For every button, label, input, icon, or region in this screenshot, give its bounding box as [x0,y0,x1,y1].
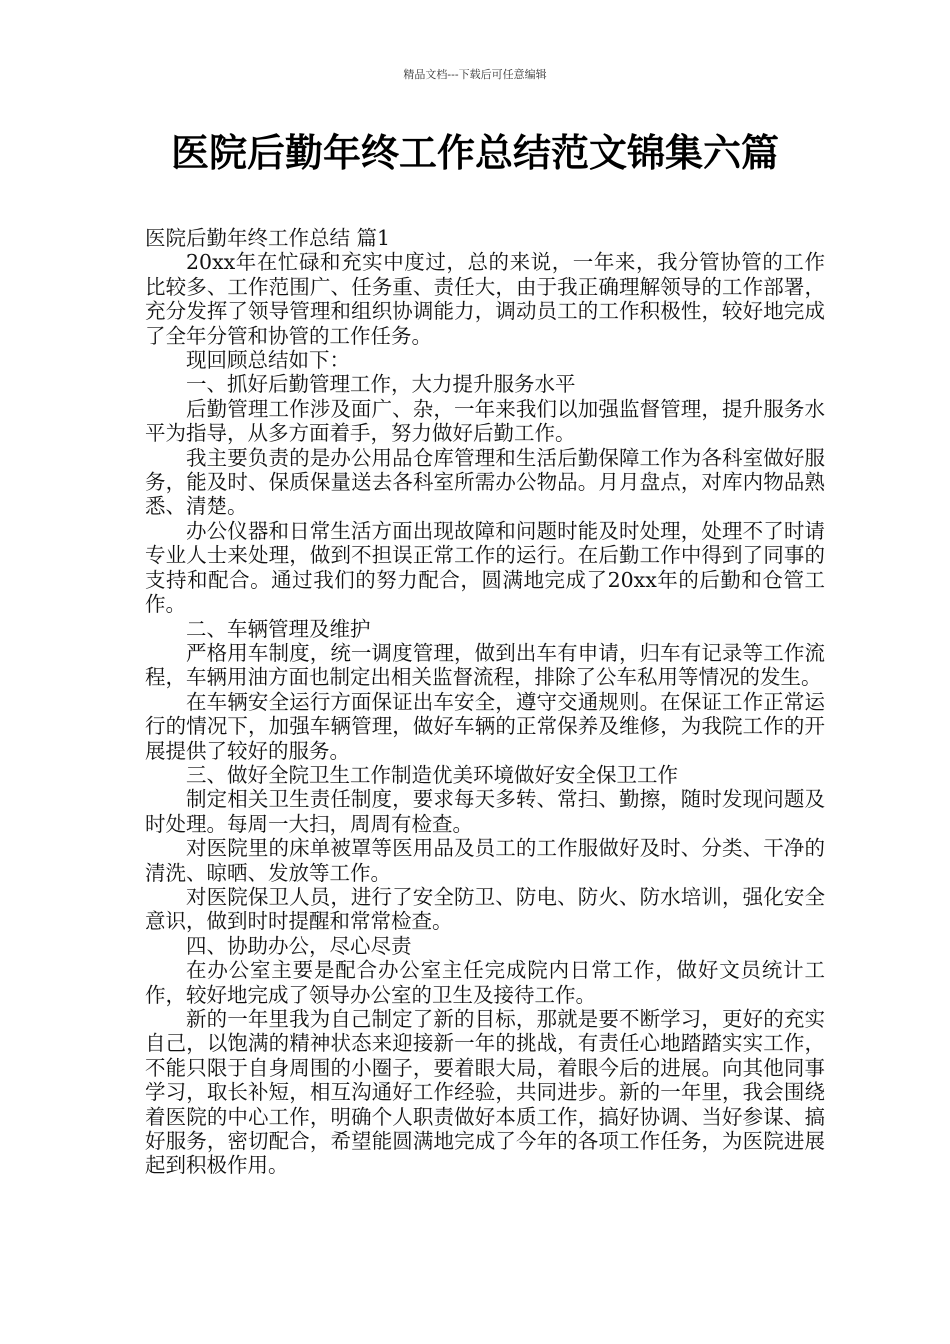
paragraph: 后勤管理工作涉及面广、杂，一年来我们以加强监督管理，提升服务水平为指导，从多方面着手，努力做好后勤工作。 [145,396,825,446]
paragraph: 对医院里的床单被罩等医用品及员工的工作服做好及时、分类、干净的清洗、晾晒、发放等工作。 [145,836,825,885]
heading-3: 三、做好全院卫生工作制造优美环境做好安全保卫工作 [186,762,678,787]
heading-1: 一、抓好后勤管理工作，大力提升服务水平 [186,372,576,397]
header-note: 精品文档---下载后可任意编辑 [403,68,547,81]
paragraph: 我主要负责的是办公用品仓库管理和生活后勤保障工作为各科室做好服务，能及时、保质保量送去各科室所需办公物品。月月盘点，对库内物品熟悉、清楚。 [145,445,825,519]
paragraph: 在办公室主要是配合办公室主任完成院内日常工作，做好文员统计工作，较好地完成了领导办公室的卫生及接待工作。 [145,958,825,1007]
document-title: 医院后勤年终工作总结范文锦集六篇 [170,130,779,175]
paragraph: 办公仪器和日常生活方面出现故障和问题时能及时处理，处理不了时请专业人士来处理，做到不担误正常工作的运行。在后勤工作中得到了同事的支持和配合。通过我们的努力配合，圆满地完成了20xx年的后勤和仓管工作。 [145,518,825,617]
heading-2: 二、车辆管理及维护 [186,616,371,641]
paragraph: 在车辆安全运行方面保证出车安全，遵守交通规则。在保证工作正常运行的情况下，加强车辆管理，做好车辆的正常保养及维修，为我院工作的开展提供了较好的服务。 [145,689,825,763]
document-body [145,226,825,1178]
paragraph: 20xx年在忙碌和充实中度过，总的来说，一年来，我分管协管的工作比较多、工作范围广、任务重、责任大，由于我正确理解领导的工作部署，充分发挥了领导管理和组织协调能力，调动员工的工作积极性，较好地完成了全年分管和协管的工作任务。 [145,250,825,348]
paragraph: 新的一年里我为自己制定了新的目标，那就是要不断学习，更好的充实自己，以饱满的精神状态来迎接新一年的挑战，有责任心地踏踏实实工作，不能只限于自身周围的小圈子，要着眼大局，着眼今后的进展。向其他同事学习，取长补短，相互沟通好工作经验，共同进步。新的一年里，我会围绕着医院的中心工作，明确个人职责做好本质工作，搞好协调、当好参谋、搞好服务，密切配合，希望能圆满地完成了今年的各项工作任务，为医院进展起到积极作用。 [145,1007,825,1178]
section-title: 医院后勤年终工作总结 篇1 [145,226,391,250]
heading-4: 四、协助办公，尽心尽责 [186,933,412,958]
paragraph: 现回顾总结如下： [186,348,350,373]
paragraph: 严格用车制度，统一调度管理，做到出车有申请，归车有记录等工作流程，车辆用油方面也制定出相关监督流程，排除了公车私用等情况的发生。 [145,640,825,690]
paragraph: 对医院保卫人员，进行了安全防卫、防电、防火、防水培训，强化安全意识，做到时时提醒和常常检查。 [145,884,825,934]
paragraph: 制定相关卫生责任制度，要求每天多转、常扫、勤擦，随时发现问题及时处理。每周一大扫，周周有检查。 [145,787,825,836]
